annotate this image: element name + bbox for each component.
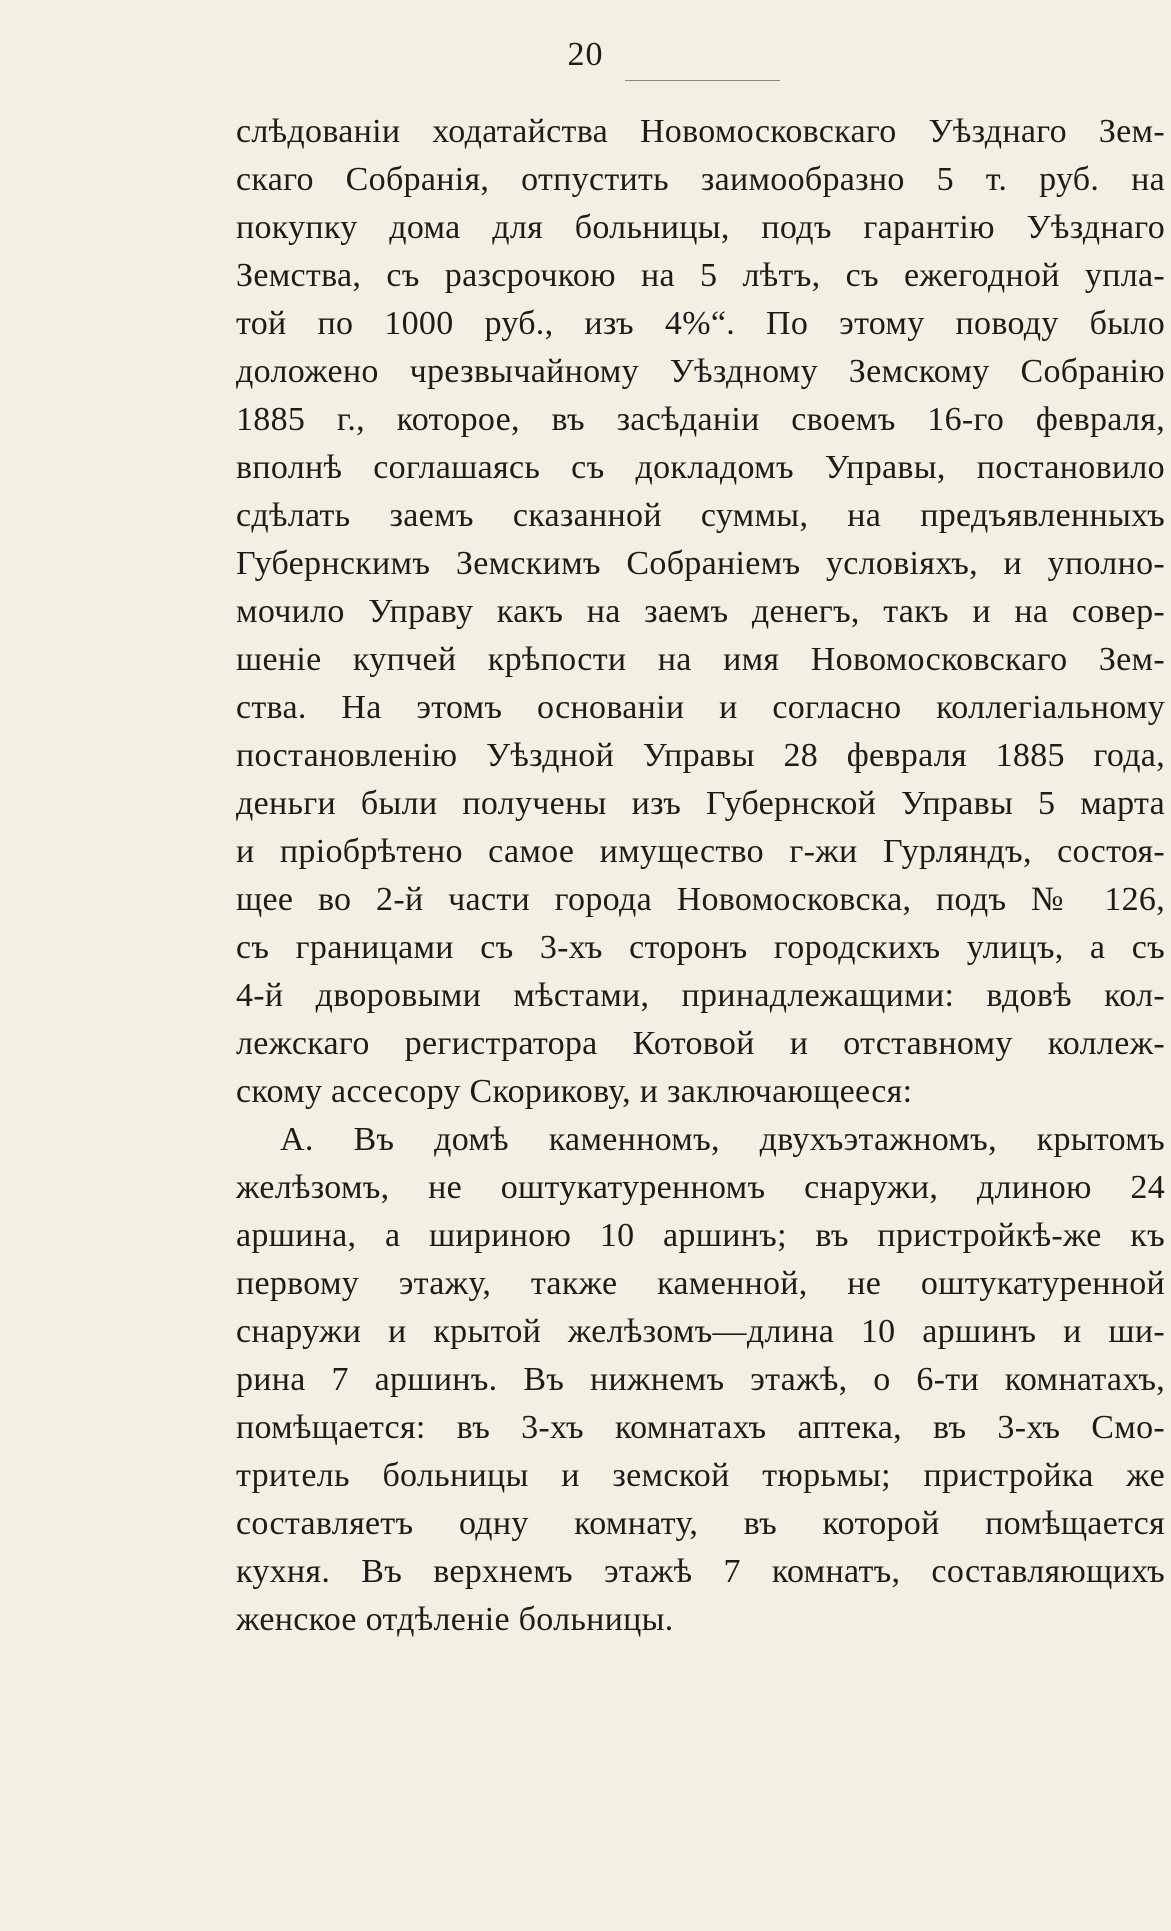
text-line: доложено чрезвычайному Уѣздному Земскому Собранію bbox=[236, 353, 1165, 390]
text-line: ства. На этомъ основаніи и согласно коллегіальному bbox=[236, 689, 1165, 726]
body-text bbox=[236, 108, 1165, 1644]
text-line: первому этажу, также каменной, не оштукатуренной bbox=[236, 1265, 1165, 1302]
text-line: сдѣлать заемъ сказанной суммы, на предъявленныхъ bbox=[236, 497, 1165, 534]
text-line: шеніе купчей крѣпости на имя Новомосковскаго Зем- bbox=[236, 641, 1165, 678]
text-line: Земства, съ разсрочкою на 5 лѣтъ, съ ежегодной упла- bbox=[236, 257, 1165, 294]
text-line: съ границами съ 3-хъ сторонъ городскихъ улицъ, а съ bbox=[236, 929, 1165, 966]
text-line: той по 1000 руб., изъ 4%“. По этому поводу было bbox=[236, 305, 1165, 342]
page-number: 20 bbox=[567, 36, 604, 73]
text-line: рина 7 аршинъ. Въ нижнемъ этажѣ, о 6-ти комнатахъ, bbox=[236, 1361, 1165, 1398]
text-line: снаружи и крытой желѣзомъ—длина 10 аршинъ и ши- bbox=[236, 1313, 1165, 1350]
text-line: вполнѣ соглашаясь съ докладомъ Управы, постановило bbox=[236, 449, 1165, 486]
text-line: мочило Управу какъ на заемъ денегъ, такъ и на совер- bbox=[236, 593, 1165, 630]
text-line: скому ассесору Скорикову, и заключающееся: bbox=[236, 1073, 913, 1110]
text-line: кухня. Въ верхнемъ этажѣ 7 комнатъ, составляющихъ bbox=[236, 1553, 1165, 1590]
text-line: щее во 2-й части города Новомосковска, подъ № 126, bbox=[236, 881, 1165, 918]
text-line: и пріобрѣтено самое имущество г-жи Гурляндъ, состоя- bbox=[236, 833, 1165, 870]
text-line: А. Въ домѣ каменномъ, двухъэтажномъ, крытомъ bbox=[280, 1121, 1165, 1158]
text-line: женское отдѣленіе больницы. bbox=[236, 1601, 674, 1638]
text-line: составляетъ одну комнату, въ которой помѣщается bbox=[236, 1505, 1165, 1542]
text-line: деньги были получены изъ Губернской Управы 5 марта bbox=[236, 785, 1165, 822]
page-number-rule bbox=[625, 80, 780, 81]
text-line: желѣзомъ, не оштукатуренномъ снаружи, длиною 24 bbox=[236, 1169, 1165, 1206]
text-line: Губернскимъ Земскимъ Собраніемъ условіяхъ, и уполно- bbox=[236, 545, 1165, 582]
text-line: слѣдованіи ходатайства Новомосковскаго Уѣзднаго Зем- bbox=[236, 113, 1165, 150]
text-line: лежскаго регистратора Котовой и отставному коллеж- bbox=[236, 1025, 1165, 1062]
text-line: покупку дома для больницы, подъ гарантію Уѣзднаго bbox=[236, 209, 1165, 246]
text-line: триτель больницы и земской тюрьмы; пристройка же bbox=[236, 1457, 1165, 1494]
text-line: постановленію Уѣздной Управы 28 февраля 1885 года, bbox=[236, 737, 1165, 774]
text-line: 4-й дворовыми мѣстами, принадлежащими: вдовѣ кол- bbox=[236, 977, 1165, 1014]
text-line: 1885 г., которое, въ засѣданіи своемъ 16-го февраля, bbox=[236, 401, 1165, 438]
text-line: аршина, а шириною 10 аршинъ; въ пристройкѣ-же къ bbox=[236, 1217, 1165, 1254]
text-line: скаго Собранія, отпустить заимообразно 5 т. руб. на bbox=[236, 161, 1165, 198]
text-line: помѣщается: въ 3-хъ комнатахъ аптека, въ 3-хъ Смо- bbox=[236, 1409, 1165, 1446]
